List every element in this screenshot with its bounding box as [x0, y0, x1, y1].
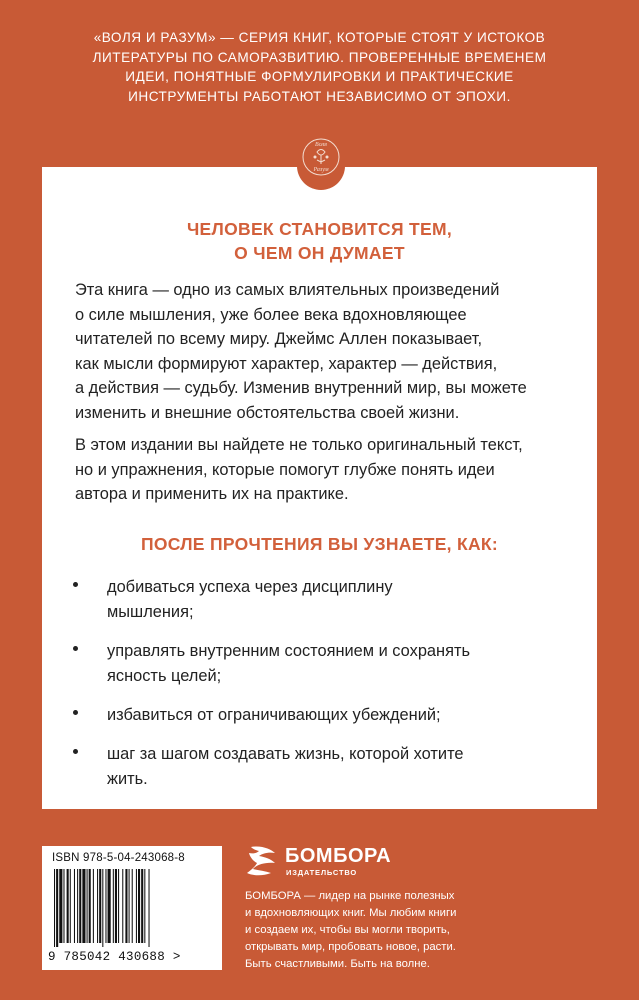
- list-item-text: [107, 703, 587, 728]
- barcode-bar: [77, 869, 78, 943]
- barcode-bar: [63, 869, 64, 943]
- barcode-bar: [70, 869, 71, 943]
- barcode-bar: [108, 869, 111, 943]
- seal-text-bottom: Разум: [313, 167, 329, 173]
- publisher-logo: [245, 843, 395, 879]
- edition-paragraph: [75, 433, 575, 507]
- list-item-text: [107, 575, 587, 624]
- paragraph-line: а действия — судьбу. Изменив внутренний мир, вы можете: [75, 379, 527, 397]
- barcode-bar: [97, 869, 98, 943]
- bullet-icon: [73, 710, 78, 715]
- publisher-line: и создаем их, чтобы вы могли творить,: [245, 924, 450, 936]
- list-item-line: добиваться успеха через дисциплину: [107, 578, 393, 596]
- barcode-bar: [102, 869, 103, 947]
- list-item-line: управлять внутренним состоянием и сохранять: [107, 642, 471, 660]
- publisher-line: Быть счастливыми. Быть на волне.: [245, 958, 430, 970]
- barcode-bar: [125, 869, 127, 943]
- barcode-bar: [67, 869, 69, 943]
- description-panel: [42, 167, 597, 809]
- bullet-icon: [73, 646, 78, 651]
- list-item-line: мышления;: [107, 602, 194, 621]
- series-line: ИДЕИ, ПОНЯТНЫЕ ФОРМУЛИРОВКИ И ПРАКТИЧЕСКИЕ: [125, 69, 514, 84]
- barcode-bar: [141, 869, 143, 943]
- heading-line: ЧЕЛОВЕК СТАНОВИТСЯ ТЕМ,: [186, 219, 453, 239]
- barcode-bar: [99, 869, 101, 943]
- barcode-box: [42, 846, 222, 970]
- intro-paragraph: [75, 278, 575, 425]
- paragraph-line: изменить и внешние обстоятельства своей жизни.: [75, 403, 460, 422]
- paragraph-line: В этом издании вы найдете не только оригинальный текст,: [75, 436, 523, 454]
- barcode-bar: [115, 869, 117, 943]
- heading-line: О ЧЕМ ОН ДУМАЕТ: [234, 243, 405, 263]
- bullet-icon: [73, 582, 78, 587]
- paragraph-line: но и упражнения, которые помогут глубже понять идеи: [75, 460, 495, 479]
- list-item-line: ясность целей;: [107, 666, 222, 685]
- series-seal-icon: [297, 124, 345, 190]
- series-line: «ВОЛЯ И РАЗУМ» — СЕРИЯ КНИГ, КОТОРЫЕ СТОЯТ У ИСТОКОВ: [93, 30, 546, 45]
- list-item-line: жить.: [107, 769, 148, 788]
- series-line: ЛИТЕРАТУРЫ ПО САМОРАЗВИТИЮ. ПРОВЕРЕННЫЕ ВРЕМЕНЕМ: [92, 49, 547, 65]
- barcode-bar: [89, 869, 91, 943]
- list-item-line: шаг за шагом создавать жизнь, которой хотите: [107, 745, 464, 763]
- bombora-logo-icon: [245, 843, 283, 879]
- barcode-bar: [138, 869, 140, 943]
- series-description: [40, 28, 599, 106]
- barcode-bar: [132, 869, 133, 943]
- barcode-bar: [144, 869, 145, 943]
- publisher-description: [245, 888, 525, 973]
- series-line: ИНСТРУМЕНТЫ РАБОТАЮТ НЕЗАВИСИМО ОТ ЭПОХИ.: [128, 88, 511, 104]
- list-item-text: [107, 639, 587, 688]
- paragraph-line: читателей по всему миру. Джеймс Аллен показывает,: [75, 330, 482, 348]
- barcode-bar: [59, 869, 62, 943]
- barcode-bar: [56, 869, 58, 947]
- main-heading: [42, 217, 597, 265]
- barcode-bar: [113, 869, 114, 943]
- list-item-line: избавиться от ограничивающих убеждений;: [107, 706, 441, 724]
- barcode-bar: [54, 869, 55, 947]
- barcode-bar: [136, 869, 137, 943]
- barcode-bar: [122, 869, 123, 943]
- bullet-icon: [73, 749, 78, 754]
- barcode-bar: [105, 869, 106, 943]
- heading-line: ПОСЛЕ ПРОЧТЕНИЯ ВЫ УЗНАЕТЕ, КАК:: [140, 534, 499, 554]
- benefits-heading: [42, 532, 597, 556]
- publisher-line: и вдохновляющих книг. Мы любим книги: [245, 907, 457, 919]
- publisher-line: открывать мир, пробовать новое, расти.: [245, 941, 456, 953]
- barcode-icon: [52, 869, 212, 947]
- paragraph-line: автора и применить их на практике.: [75, 485, 349, 503]
- publisher-line: БОМБОРА — лидер на рынке полезных: [245, 890, 455, 902]
- barcode-bar: [74, 869, 75, 943]
- barcode-bar: [82, 869, 85, 943]
- paragraph-line: как мысли формируют характер, характер — действия,: [75, 354, 498, 373]
- barcode-bar: [79, 869, 81, 943]
- publisher-name: БОМБОРА: [285, 845, 392, 867]
- list-item-text: [107, 742, 587, 791]
- barcode-bar: [149, 869, 150, 947]
- seal-text-top: Воля: [315, 142, 327, 148]
- isbn-label: ISBN 978-5-04-243068-8: [52, 852, 185, 864]
- barcode-bar: [87, 869, 88, 943]
- barcode-bar: [93, 869, 94, 943]
- barcode-bar: [129, 869, 130, 943]
- paragraph-line: о силе мышления, уже более века вдохновляющее: [75, 305, 467, 324]
- publisher-subtitle: ИЗДАТЕЛЬСТВО: [286, 868, 357, 877]
- paragraph-line: Эта книга — одно из самых влиятельных произведений: [75, 281, 500, 299]
- barcode-bar: [118, 869, 119, 943]
- barcode-digits: 9 785042 430688 >: [48, 950, 181, 964]
